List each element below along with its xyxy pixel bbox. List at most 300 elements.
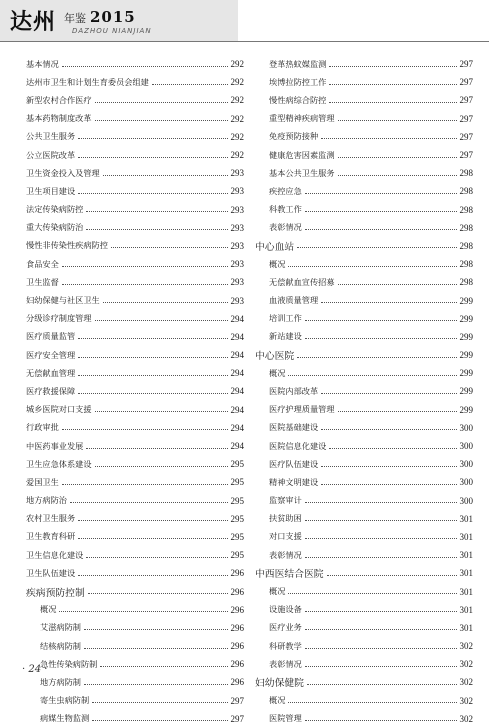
toc-entry[interactable] (255, 655, 473, 673)
toc-entry[interactable] (26, 564, 244, 582)
toc-entry[interactable] (26, 710, 244, 728)
toc-leader-dots (305, 611, 457, 612)
toc-entry-title: 表彰情况 (269, 549, 302, 560)
toc-leader-dots (88, 593, 228, 594)
page-header (0, 0, 489, 42)
toc-entry-page: 297 (459, 59, 473, 70)
toc-entry-title: 设施设备 (269, 604, 302, 615)
toc-entry-page: 295 (230, 495, 244, 506)
toc-entry-page: 293 (230, 259, 244, 270)
toc-entry[interactable] (255, 692, 473, 710)
toc-entry[interactable] (26, 546, 244, 564)
toc-leader-dots (327, 575, 457, 576)
toc-leader-dots (321, 393, 456, 394)
toc-leader-dots (288, 702, 456, 703)
toc-entry-page: 299 (459, 295, 473, 306)
toc-entry-title: 科教工作 (269, 204, 302, 215)
toc-leader-dots (321, 484, 456, 485)
toc-entry[interactable] (255, 382, 473, 400)
toc-entry[interactable] (255, 328, 473, 346)
toc-entry-title: 概况 (269, 586, 286, 597)
toc-entry-page: 297 (459, 77, 473, 88)
toc-entry-title: 地方病防治 (26, 495, 67, 506)
toc-leader-dots (62, 429, 228, 430)
toc-entry-page: 301 (459, 622, 473, 633)
toc-entry-title: 概况 (40, 604, 57, 615)
toc-entry-title: 爱国卫生 (26, 476, 59, 487)
toc-leader-dots (78, 357, 227, 358)
toc-leader-dots (78, 375, 227, 376)
toc-entry-page: 299 (459, 368, 473, 379)
toc-leader-dots (78, 520, 227, 521)
toc-leader-dots (288, 375, 456, 376)
toc-leader-dots (307, 684, 457, 685)
toc-entry-page: 299 (459, 331, 473, 342)
toc-entry[interactable] (255, 128, 473, 146)
toc-entry-page: 300 (459, 422, 473, 433)
toc-entry-page: 294 (230, 386, 244, 397)
toc-entry[interactable] (26, 110, 244, 128)
toc-leader-dots (321, 302, 456, 303)
toc-entry-page: 292 (230, 131, 244, 142)
toc-entry-page: 296 (230, 641, 244, 652)
toc-entry[interactable] (255, 364, 473, 382)
toc-leader-dots (297, 357, 456, 358)
toc-entry[interactable] (255, 55, 473, 73)
toc-entry[interactable] (26, 128, 244, 146)
toc-entry-page: 293 (230, 168, 244, 179)
toc-leader-dots (288, 266, 456, 267)
toc-leader-dots (62, 284, 228, 285)
toc-entry-title: 无偿献血宣传招募 (269, 276, 335, 287)
toc-entry-page: 293 (230, 222, 244, 233)
toc-entry[interactable] (26, 164, 244, 182)
toc-entry[interactable] (255, 601, 473, 619)
toc-entry-page: 296 (230, 586, 244, 597)
toc-entry-title: 医疗队伍建设 (269, 458, 319, 469)
toc-leader-dots (84, 684, 228, 685)
toc-entry[interactable] (255, 619, 473, 637)
toc-entry-page: 299 (459, 386, 473, 397)
toc-entry[interactable] (255, 455, 473, 473)
toc-leader-dots (305, 338, 457, 339)
toc-entry-page: 300 (459, 495, 473, 506)
toc-entry[interactable] (255, 637, 473, 655)
yearbook-pinyin: DAZHOU NIANJIAN (72, 27, 152, 35)
toc-entry[interactable] (26, 382, 244, 400)
toc-leader-dots (62, 266, 228, 267)
toc-entry-title: 慢性病综合防控 (269, 94, 327, 105)
toc-entry[interactable] (26, 55, 244, 73)
toc-entry[interactable] (255, 219, 473, 237)
toc-entry-title: 疾控应急 (269, 185, 302, 196)
toc-leader-dots (103, 302, 228, 303)
toc-entry-title: 妇幼保健院 (255, 678, 304, 690)
toc-entry-page: 294 (230, 331, 244, 342)
toc-entry[interactable] (255, 91, 473, 109)
toc-entry-title: 埃博拉防控工作 (269, 76, 327, 87)
toc-entry-title: 中医药事业发展 (26, 440, 84, 451)
toc-entry-page: 301 (459, 568, 473, 579)
toc-entry-title: 健康危害因素监测 (269, 149, 335, 160)
toc-entry-title: 结核病防制 (40, 640, 81, 651)
toc-entry-title: 卫生教育科研 (26, 531, 76, 542)
toc-entry-title: 达州市卫生和计划生育委员会组建 (26, 76, 149, 87)
toc-leader-dots (84, 648, 228, 649)
toc-entry-title: 寄生虫病防制 (40, 695, 90, 706)
toc-leader-dots (305, 557, 457, 558)
toc-entry-page: 294 (230, 441, 244, 452)
toc-leader-dots (152, 84, 228, 85)
toc-leader-dots (338, 157, 457, 158)
toc-entry-title: 医疗质量监管 (26, 331, 76, 342)
toc-entry[interactable] (26, 201, 244, 219)
toc-leader-dots (103, 175, 228, 176)
toc-entry[interactable] (26, 528, 244, 546)
toc-leader-dots (78, 575, 227, 576)
toc-leader-dots (111, 247, 228, 248)
toc-leader-dots (62, 66, 228, 67)
toc-section-heading[interactable] (26, 582, 244, 600)
toc-entry-title: 基本公共卫生服务 (269, 167, 335, 178)
toc-entry-page: 301 (459, 586, 473, 597)
toc-entry-title: 医疗护理质量管理 (269, 404, 335, 415)
toc-entry-page: 292 (230, 77, 244, 88)
toc-entry-page: 298 (459, 240, 473, 251)
toc-entry-title: 卫生项目建设 (26, 185, 76, 196)
toc-entry-page: 300 (459, 459, 473, 470)
toc-leader-dots (86, 229, 227, 230)
toc-entry-page: 294 (230, 422, 244, 433)
toc-leader-dots (338, 411, 457, 412)
toc-entry-page: 300 (459, 441, 473, 452)
toc-entry-title: 卫生信息化建设 (26, 549, 84, 560)
toc-entry-page: 294 (230, 368, 244, 379)
toc-leader-dots (305, 666, 457, 667)
toc-entry[interactable] (255, 273, 473, 291)
toc-entry-title: 登革热蚊媒监测 (269, 58, 327, 69)
toc-entry[interactable] (26, 401, 244, 419)
toc-left-column (26, 55, 244, 728)
toc-entry[interactable] (26, 673, 244, 691)
toc-entry-title: 医院内部改革 (269, 385, 319, 396)
toc-entry-title: 医疗业务 (269, 622, 302, 633)
toc-leader-dots (95, 320, 228, 321)
toc-leader-dots (338, 284, 457, 285)
toc-entry-title: 基本情况 (26, 58, 59, 69)
toc-entry-title: 行政审批 (26, 422, 59, 433)
toc-entry[interactable] (26, 619, 244, 637)
toc-leader-dots (305, 648, 457, 649)
toc-leader-dots (78, 538, 227, 539)
toc-section-heading[interactable] (255, 346, 473, 364)
toc-entry[interactable] (26, 310, 244, 328)
toc-entry-title: 中心医院 (255, 351, 295, 363)
toc-entry-title: 中心血站 (255, 241, 295, 253)
toc-entry[interactable] (255, 473, 473, 491)
toc-entry[interactable] (26, 637, 244, 655)
toc-entry[interactable] (255, 528, 473, 546)
toc-entry-page: 297 (459, 150, 473, 161)
toc-entry-page: 296 (230, 568, 244, 579)
toc-entry-page: 293 (230, 240, 244, 251)
toc-leader-dots (78, 193, 227, 194)
toc-leader-dots (338, 120, 457, 121)
toc-entry-page: 292 (230, 59, 244, 70)
toc-entry-title: 培训工作 (269, 313, 302, 324)
toc-entry-page: 292 (230, 150, 244, 161)
toc-entry-page: 295 (230, 459, 244, 470)
toc-leader-dots (86, 557, 227, 558)
toc-leader-dots (305, 320, 457, 321)
toc-leader-dots (305, 629, 457, 630)
toc-entry[interactable] (26, 291, 244, 309)
toc-entry[interactable] (255, 182, 473, 200)
toc-leader-dots (329, 102, 456, 103)
toc-entry-title: 表彰情况 (269, 658, 302, 669)
toc-entry-title: 精神文明建设 (269, 476, 319, 487)
toc-entry-title: 卫生资金投入及管理 (26, 167, 100, 178)
toc-entry-page: 301 (459, 550, 473, 561)
toc-entry-page: 297 (459, 113, 473, 124)
toc-entry-page: 296 (230, 622, 244, 633)
toc-entry[interactable] (255, 582, 473, 600)
toc-section-heading[interactable] (255, 237, 473, 255)
toc-leader-dots (321, 138, 456, 139)
toc-entry[interactable] (26, 73, 244, 91)
toc-entry[interactable] (255, 146, 473, 164)
toc-entry[interactable] (255, 492, 473, 510)
toc-entry[interactable] (26, 455, 244, 473)
toc-entry-page: 292 (230, 95, 244, 106)
toc-entry-page: 294 (230, 313, 244, 324)
toc-entry[interactable] (26, 473, 244, 491)
toc-entry-title: 妇幼保健与社区卫生 (26, 295, 100, 306)
toc-right-column (255, 55, 473, 728)
toc-entry-page: 299 (459, 404, 473, 415)
toc-entry-page: 293 (230, 295, 244, 306)
toc-entry-title: 概况 (269, 695, 286, 706)
toc-entry[interactable] (26, 146, 244, 164)
toc-entry-title: 地方病防制 (40, 676, 81, 687)
toc-entry-page: 295 (230, 477, 244, 488)
toc-entry[interactable] (26, 364, 244, 382)
toc-entry[interactable] (26, 182, 244, 200)
toc-entry-title: 卫生监督 (26, 276, 59, 287)
toc-entry-page: 296 (230, 659, 244, 670)
toc-leader-dots (70, 502, 228, 503)
toc-entry-page: 299 (459, 350, 473, 361)
toc-entry[interactable] (26, 601, 244, 619)
yearbook-year: 2015 (90, 8, 136, 26)
toc-entry-title: 重型精神疾病管理 (269, 113, 335, 124)
toc-entry[interactable] (26, 510, 244, 528)
toc-leader-dots (338, 175, 457, 176)
toc-entry-page: 302 (459, 641, 473, 652)
toc-entry[interactable] (255, 437, 473, 455)
toc-entry[interactable] (26, 437, 244, 455)
toc-entry[interactable] (255, 401, 473, 419)
toc-leader-dots (78, 138, 227, 139)
toc-entry-page: 297 (459, 95, 473, 106)
toc-leader-dots (329, 66, 456, 67)
toc-entry-title: 城乡医院对口支援 (26, 404, 92, 415)
toc-leader-dots (84, 629, 228, 630)
toc-entry-page: 298 (459, 168, 473, 179)
toc-entry-title: 农村卫生服务 (26, 513, 76, 524)
page-number: · 24 · (22, 664, 48, 675)
toc-leader-dots (305, 720, 457, 721)
toc-section-heading[interactable] (255, 564, 473, 582)
yearbook-subtitle: 年鉴 (64, 12, 86, 25)
toc-entry-page: 298 (459, 222, 473, 233)
toc-section-heading[interactable] (255, 673, 473, 691)
toc-entry-page: 295 (230, 550, 244, 561)
toc-entry[interactable] (26, 237, 244, 255)
toc-entry-title: 慢性非传染性疾病防控 (26, 240, 108, 251)
toc-entry[interactable] (26, 419, 244, 437)
toc-entry-title: 科研教学 (269, 640, 302, 651)
toc-entry-page: 297 (459, 131, 473, 142)
toc-leader-dots (92, 702, 227, 703)
toc-leader-dots (78, 157, 227, 158)
toc-entry-page: 296 (230, 604, 244, 615)
toc-entry-title: 急性传染病防制 (40, 658, 98, 669)
toc-leader-dots (321, 466, 456, 467)
toc-entry-page: 297 (230, 695, 244, 706)
toc-entry-title: 医院信息化建设 (269, 440, 327, 451)
toc-entry-page: 302 (459, 695, 473, 706)
toc-entry-page: 294 (230, 350, 244, 361)
toc-entry-title: 免疫预防接种 (269, 131, 319, 142)
toc-entry-title: 法定传染病防控 (26, 204, 84, 215)
toc-entry[interactable] (255, 164, 473, 182)
toc-entry-title: 新站建设 (269, 331, 302, 342)
toc-entry-page: 295 (230, 513, 244, 524)
toc-leader-dots (305, 538, 457, 539)
toc-entry-title: 卫生应急体系建设 (26, 458, 92, 469)
toc-entry[interactable] (255, 710, 473, 728)
toc-entry-page: 297 (230, 713, 244, 724)
toc-entry[interactable] (255, 291, 473, 309)
toc-entry-title: 概况 (269, 258, 286, 269)
toc-entry-title: 重大传染病防治 (26, 222, 84, 233)
toc-leader-dots (78, 338, 227, 339)
toc-entry-page: 301 (459, 604, 473, 615)
toc-entry-page: 302 (459, 677, 473, 688)
toc-entry-page: 298 (459, 277, 473, 288)
toc-entry-title: 新型农村合作医疗 (26, 94, 92, 105)
toc-entry-page: 293 (230, 186, 244, 197)
header-rule (0, 41, 489, 42)
toc-entry-title: 中西医结合医院 (255, 569, 324, 581)
toc-entry-page: 301 (459, 513, 473, 524)
toc-entry-title: 对口支援 (269, 531, 302, 542)
toc-entry-title: 表彰情况 (269, 222, 302, 233)
toc-entry[interactable] (26, 273, 244, 291)
toc-entry-page: 300 (459, 477, 473, 488)
toc-entry-title: 扶贫助困 (269, 513, 302, 524)
yearbook-title: 达州 (10, 10, 57, 35)
toc-entry[interactable] (255, 110, 473, 128)
toc-entry[interactable] (26, 91, 244, 109)
toc-leader-dots (288, 593, 456, 594)
toc-entry-title: 公共卫生服务 (26, 131, 76, 142)
toc-entry[interactable] (26, 692, 244, 710)
toc-entry[interactable] (255, 546, 473, 564)
toc-entry-title: 基本药物制度改革 (26, 113, 92, 124)
toc-entry-page: 302 (459, 659, 473, 670)
toc-entry-title: 无偿献血管理 (26, 367, 76, 378)
toc-leader-dots (86, 448, 227, 449)
toc-entry-page: 298 (459, 186, 473, 197)
toc-entry-title: 监察审计 (269, 495, 302, 506)
toc-leader-dots (95, 120, 228, 121)
toc-leader-dots (95, 466, 228, 467)
toc-leader-dots (59, 611, 227, 612)
toc-leader-dots (305, 520, 457, 521)
toc-entry-title: 分级诊疗制度管理 (26, 313, 92, 324)
toc-entry-title: 艾滋病防制 (40, 622, 81, 633)
toc-entry-title: 血液质量管理 (269, 295, 319, 306)
toc-entry-title: 概况 (269, 367, 286, 378)
toc-entry-page: 299 (459, 313, 473, 324)
toc-entry-title: 公立医院改革 (26, 149, 76, 160)
toc-leader-dots (95, 411, 228, 412)
toc-entry-title: 医院管理 (269, 713, 302, 724)
toc-leader-dots (86, 211, 227, 212)
toc-leader-dots (321, 429, 456, 430)
toc-leader-dots (329, 448, 456, 449)
toc-entry-title: 食品安全 (26, 258, 59, 269)
toc-entry[interactable] (255, 255, 473, 273)
toc-entry[interactable] (26, 492, 244, 510)
toc-entry[interactable] (26, 219, 244, 237)
toc-leader-dots (297, 247, 456, 248)
toc-leader-dots (305, 193, 457, 194)
toc-entry[interactable] (255, 73, 473, 91)
toc-entry-page: 301 (459, 531, 473, 542)
toc-entry-title: 医疗救援保障 (26, 385, 76, 396)
toc-entry-page: 302 (459, 713, 473, 724)
toc-entry[interactable] (255, 201, 473, 219)
toc-entry[interactable] (26, 255, 244, 273)
toc-entry-page: 295 (230, 531, 244, 542)
toc-entry-title: 疾病预防控制 (26, 587, 85, 599)
toc-entry-title: 医疗安全管理 (26, 349, 76, 360)
toc-entry-page: 294 (230, 404, 244, 415)
toc-entry-title: 病媒生物监测 (40, 713, 90, 724)
toc-leader-dots (305, 211, 457, 212)
toc-entry[interactable] (26, 328, 244, 346)
toc-leader-dots (95, 102, 228, 103)
toc-entry-page: 296 (230, 677, 244, 688)
toc-leader-dots (329, 84, 456, 85)
toc-entry-page: 293 (230, 277, 244, 288)
toc-entry-page: 298 (459, 259, 473, 270)
toc-entry[interactable] (255, 419, 473, 437)
toc-entry[interactable] (26, 346, 244, 364)
toc-entry-title: 医院基础建设 (269, 422, 319, 433)
toc-entry-page: 293 (230, 204, 244, 215)
toc-entry[interactable] (26, 655, 244, 673)
toc-entry[interactable] (255, 310, 473, 328)
toc-entry[interactable] (255, 510, 473, 528)
toc-leader-dots (305, 502, 457, 503)
toc-leader-dots (305, 229, 457, 230)
toc-leader-dots (100, 666, 227, 667)
toc-leader-dots (62, 484, 228, 485)
